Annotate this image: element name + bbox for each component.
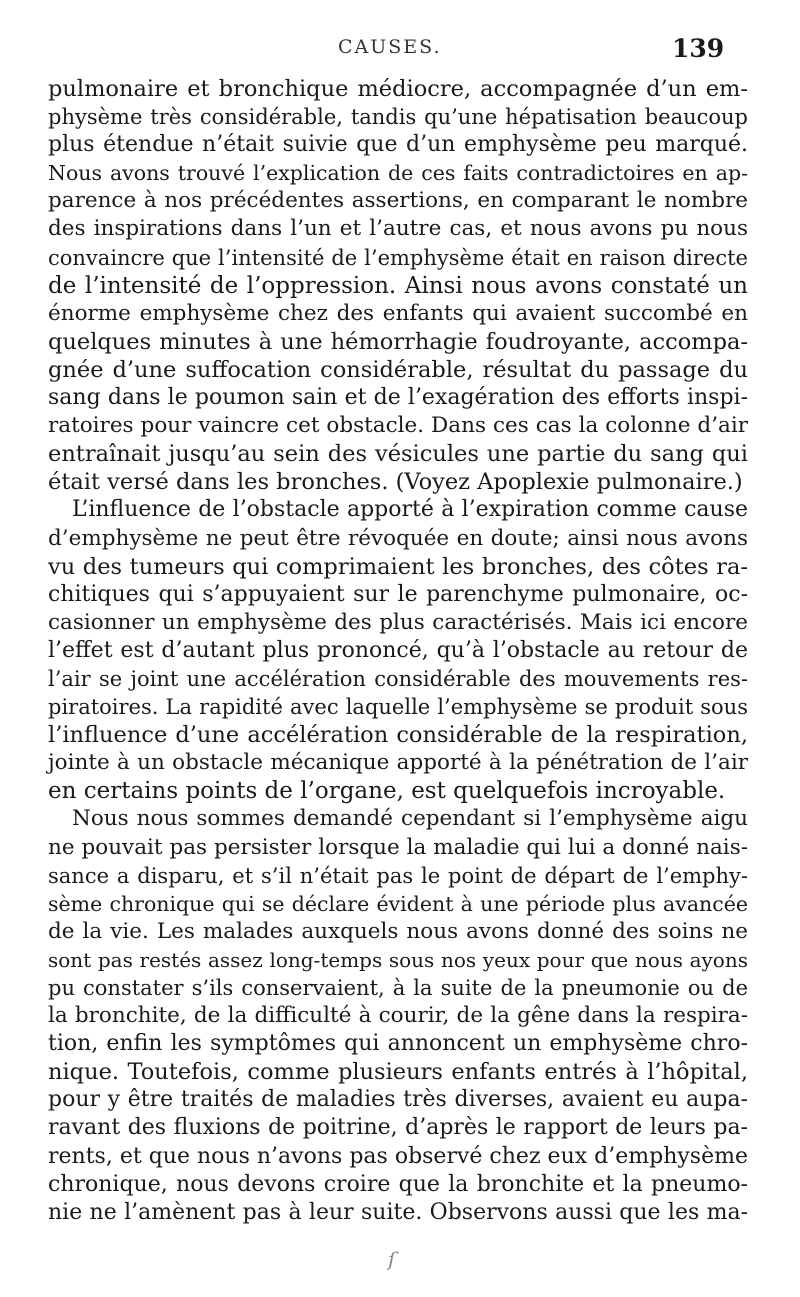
text-line: la bronchite, de la difficulté à courir, de la gêne dans la respira- bbox=[48, 1003, 748, 1029]
text-line: convaincre que l’intensité de l’emphysème était en raison directe bbox=[48, 245, 748, 270]
paragraph-3 bbox=[48, 805, 748, 1226]
text-line: nique. Toutefois, comme plusieurs enfants entrés à l’hôpital, bbox=[48, 1059, 748, 1086]
text-line: vu des tumeurs qui comprimaient les bronches, des côtes ra- bbox=[48, 553, 748, 580]
text-line: Nous nous sommes demandé cependant si l’emphysème aigu bbox=[72, 806, 748, 832]
text-line: rents, et que nous n’avons pas observé chez eux d’emphysème bbox=[48, 1143, 748, 1169]
footer-signature-mark: ſ bbox=[388, 1247, 396, 1271]
running-title: CAUSES. bbox=[338, 36, 442, 58]
text-line: de l’intensité de l’oppression. Ainsi nous avons constaté un bbox=[48, 272, 748, 299]
text-line: tion, enfin les symptômes qui annoncent un emphysème chro- bbox=[48, 1031, 748, 1057]
paragraph-1 bbox=[48, 75, 748, 496]
text-line: sance a disparu, et s’il n’était pas le point de départ de l’emphy- bbox=[48, 863, 748, 888]
text-line: l’effet est d’autant plus prononcé, qu’à l’obstacle au retour de bbox=[48, 637, 748, 663]
page-number: 139 bbox=[672, 34, 725, 63]
text-line: casionner un emphysème des plus caractérisés. Mais ici encore bbox=[48, 609, 748, 635]
text-line: jointe à un obstacle mécanique apporté à la pénétration de l’air bbox=[48, 750, 748, 776]
text-line: l’influence d’une accélération considérable de la respiration, bbox=[48, 722, 748, 749]
text-line: d’emphysème ne peut être révoquée en doute; ainsi nous avons bbox=[48, 525, 748, 551]
text-line: chitiques qui s’appuyaient sur le parenchyme pulmonaire, oc- bbox=[48, 581, 748, 607]
text-line: chronique, nous devons croire que la bronchite et la pneumo- bbox=[48, 1171, 748, 1197]
body-text bbox=[48, 75, 748, 1227]
paragraph-2 bbox=[48, 496, 748, 805]
text-line: en certains points de l’organe, est quelquefois incroyable. bbox=[48, 778, 726, 805]
text-line: de la vie. Les malades auxquels nous avons donné des soins ne bbox=[48, 918, 748, 944]
text-line: énorme emphysème chez des enfants qui avaient succombé en bbox=[48, 300, 748, 326]
text-line: l’air se joint une accélération considérable des mouvements res- bbox=[48, 666, 748, 691]
text-line: nie ne l’amènent pas à leur suite. Observons aussi que les ma- bbox=[48, 1199, 748, 1225]
text-line: était versé dans les bronches. (Voyez Apoplexie pulmonaire.) bbox=[48, 469, 743, 496]
text-line: pour y être traités de maladies très diverses, avaient eu aupa- bbox=[48, 1087, 748, 1113]
text-line: piratoires. La rapidité avec laquelle l’emphysème se produit sous bbox=[48, 695, 748, 720]
text-line: ne pouvait pas persister lorsque la maladie qui lui a donné nais- bbox=[48, 834, 748, 860]
text-line: quelques minutes à une hémorrhagie foudroyante, accompa- bbox=[48, 328, 748, 355]
text-line: plus étendue n’était suivie que d’un emphysème peu marqué. bbox=[48, 132, 748, 158]
text-line: sont pas restés assez long-temps sous nos yeux pour que nous ayons bbox=[48, 947, 748, 972]
text-line: sang dans le poumon sain et de l’exagération des efforts inspi- bbox=[48, 385, 748, 411]
text-line: pulmonaire et bronchique médiocre, accompagnée d’un em- bbox=[48, 76, 748, 102]
text-line: sème chronique qui se déclare évident à une période plus avancée bbox=[48, 891, 748, 916]
page-header bbox=[0, 36, 800, 76]
text-line: ravant des fluxions de poitrine, d’après le rapport de leurs pa- bbox=[48, 1115, 748, 1141]
text-line: physème très considérable, tandis qu’une hépatisation beaucoup bbox=[48, 105, 748, 130]
text-line: L’influence de l’obstacle apporté à l’expiration comme cause bbox=[72, 497, 748, 523]
text-line: des inspirations dans l’un et l’autre cas, et nous avons pu nous bbox=[48, 216, 748, 242]
text-line: parence à nos précédentes assertions, en comparant le nombre bbox=[48, 188, 748, 214]
text-line: entraînait jusqu’au sein des vésicules une partie du sang qui bbox=[48, 441, 748, 468]
text-line: pu constater s’ils conservaient, à la suite de la pneumonie ou de bbox=[48, 976, 748, 1000]
text-line: gnée d’une suffocation considérable, résultat du passage du bbox=[48, 356, 748, 383]
text-line: ratoires pour vaincre cet obstacle. Dans ces cas la colonne d’air bbox=[48, 413, 748, 439]
text-line: Nous avons trouvé l’explication de ces faits contradictoires en ap- bbox=[48, 161, 748, 186]
